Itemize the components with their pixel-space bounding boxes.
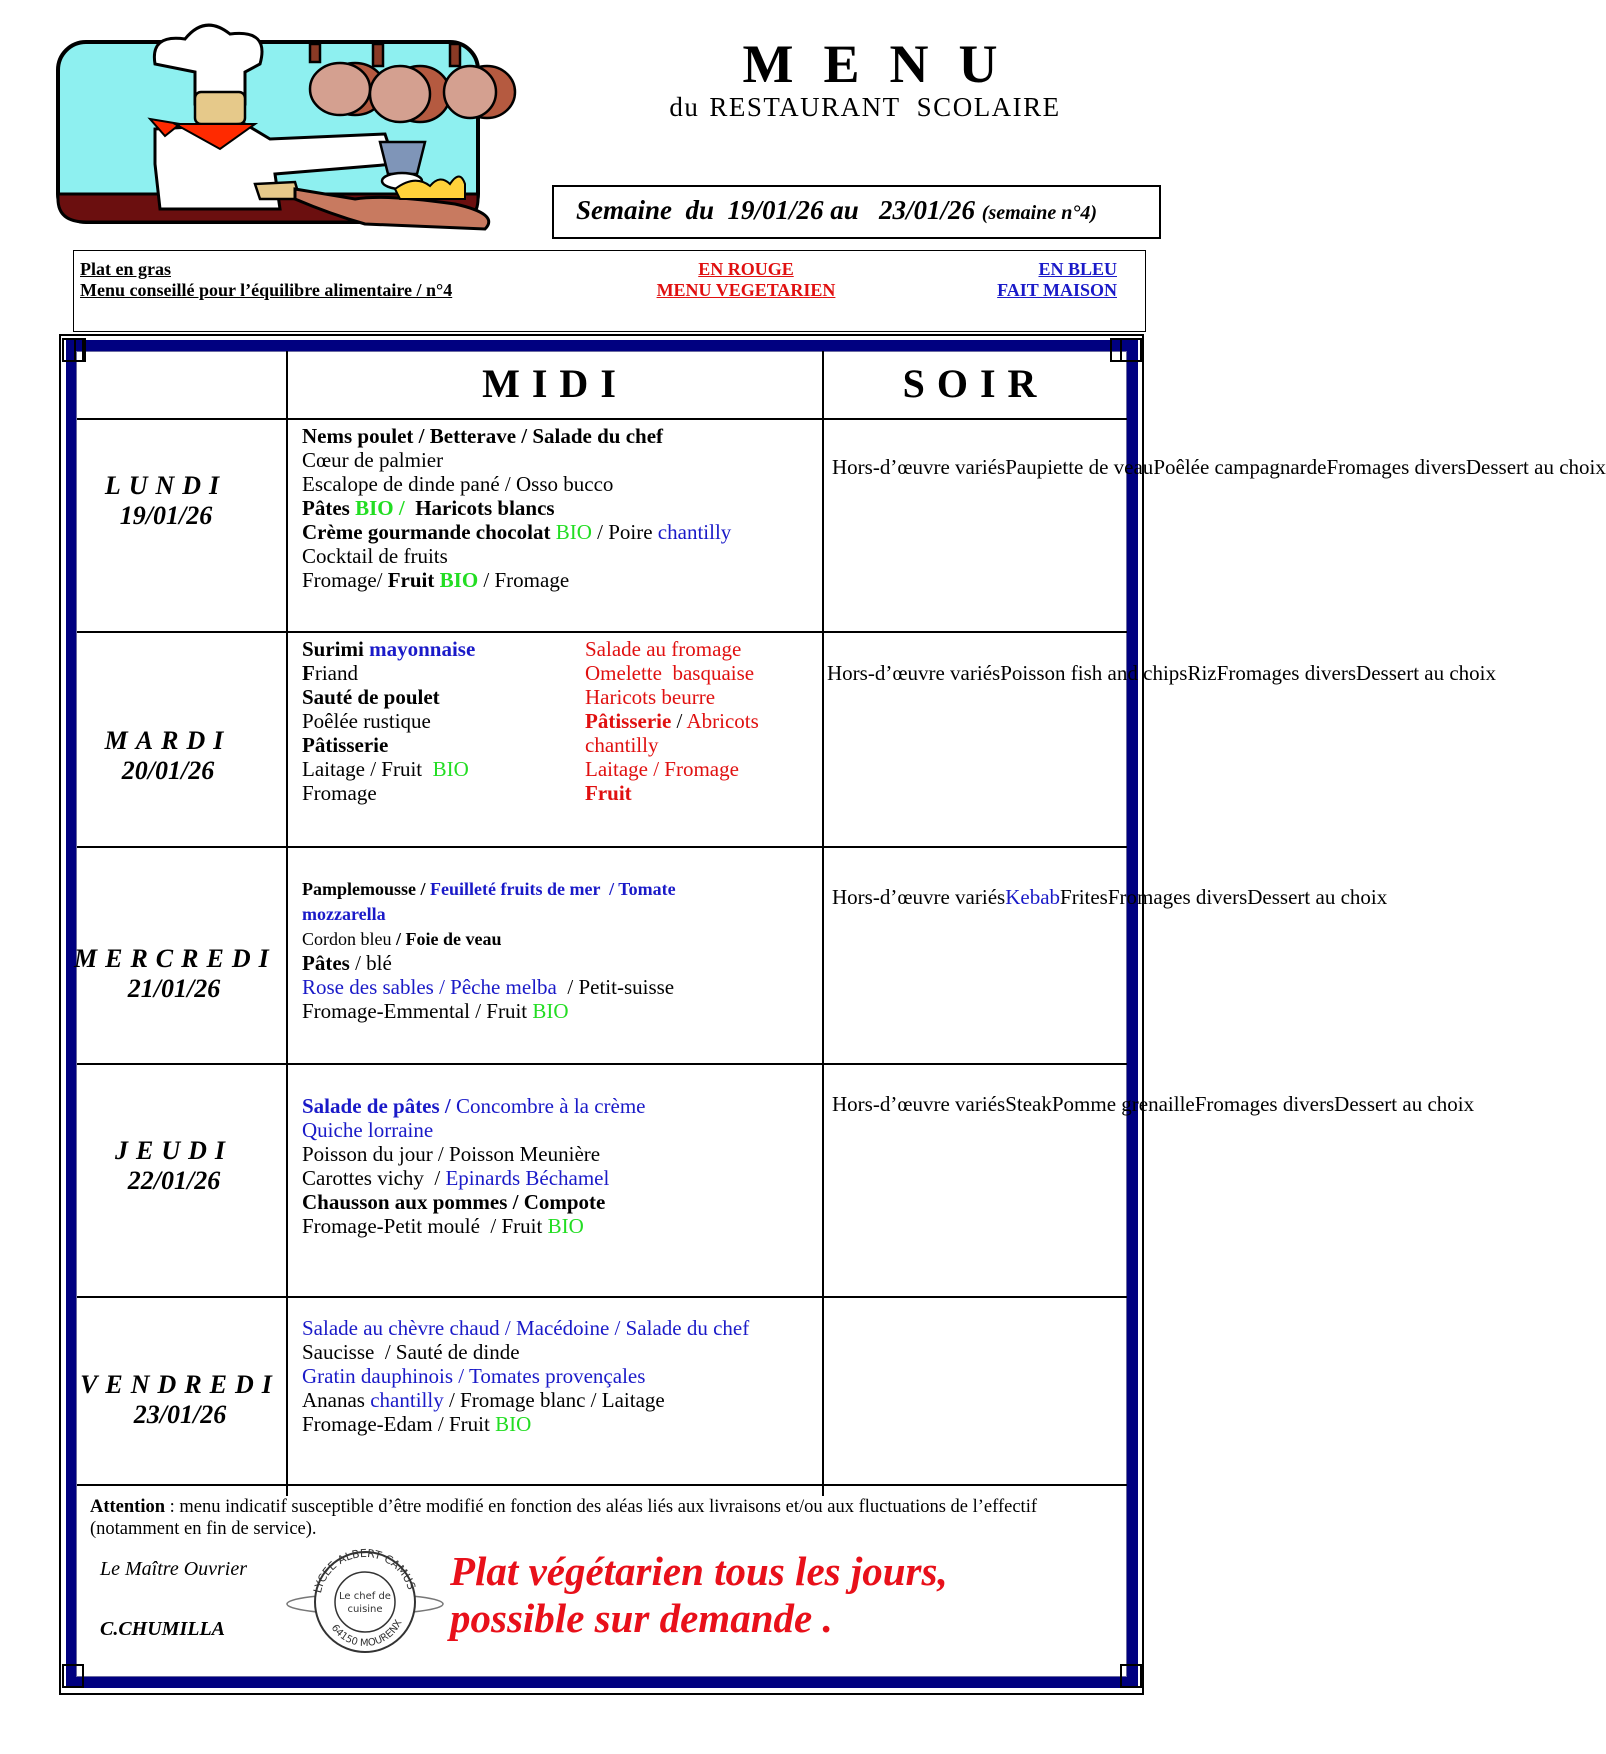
frame-corner-ornament <box>1120 1664 1142 1688</box>
frame-corner-ornament <box>74 338 86 362</box>
menu-item-text: Epinards Béchamel <box>445 1166 610 1190</box>
midi-cell-jeudi <box>302 1094 646 1238</box>
menu-item-line <box>1005 885 1060 909</box>
menu-item-text: BIO <box>495 1412 532 1436</box>
stamp-bottom-text: 64150 MOURENX <box>328 1618 405 1650</box>
column-header-soir: SOIR <box>902 361 1049 406</box>
menu-item-line <box>1217 661 1356 685</box>
day-label-vendredi <box>80 1370 280 1430</box>
menu-item-text: Saucisse / Sauté de dinde <box>302 1340 520 1364</box>
menu-item-text: Fromages divers <box>1216 661 1357 685</box>
menu-item-text: Surimi <box>302 637 370 661</box>
legend-blue <box>997 259 1117 301</box>
attention-text: : menu indicatif susceptible d’être modifié en fonction des aléas liés aux livraisons et/ou aux fluctuations de l’effectif (notamment en fin de service). <box>90 1497 1037 1539</box>
menu-item-line <box>302 544 731 568</box>
menu-item-line <box>302 496 731 520</box>
menu-item-text: Crème gourmande chocolat <box>302 520 556 544</box>
legend-red <box>641 259 851 301</box>
day-name: MARDI <box>104 726 232 755</box>
menu-item-line <box>302 733 475 757</box>
menu-item-text: riand <box>314 661 358 685</box>
grid-line <box>77 631 1127 633</box>
grid-line <box>822 351 824 1496</box>
menu-item-text: Poêlée campagnarde <box>1153 455 1327 479</box>
legend-red-meaning: MENU VEGETARIEN <box>656 280 836 300</box>
menu-item-text: BIO <box>532 999 569 1023</box>
day-label-lundi <box>66 471 266 531</box>
day-name: VENDREDI <box>80 1370 280 1399</box>
column-header-midi: MIDI <box>482 361 628 406</box>
menu-item-text: Cordon bleu <box>302 929 396 949</box>
menu-item-line <box>1005 455 1153 479</box>
menu-item-text: Kebab <box>1005 885 1061 909</box>
legend-blue-meaning: FAIT MAISON <box>997 280 1117 300</box>
menu-item-line <box>302 901 676 926</box>
legend-advice-label: Menu conseillé pour l’équilibre alimentaire / n°4 <box>80 280 453 300</box>
menu-item-line <box>302 568 731 592</box>
menu-item-line <box>1195 1092 1334 1116</box>
menu-item-text: / Fromage <box>478 568 570 592</box>
menu-item-text: Escalope de dinde pané / Osso bucco <box>302 472 614 496</box>
day-name: LUNDI <box>104 471 228 500</box>
menu-item-line <box>585 709 759 733</box>
menu-item-line <box>302 1412 749 1436</box>
vegetarian-note <box>450 1548 948 1642</box>
menu-item-text: Gratin dauphinois / Tomates provençales <box>302 1364 646 1388</box>
menu-item-text: Dessert au choix <box>1247 885 1388 909</box>
menu-item-text: BIO <box>547 1214 584 1238</box>
day-name: JEUDI <box>114 1136 233 1165</box>
menu-item-line <box>302 876 676 901</box>
menu-item-text: Pâtes <box>302 496 356 520</box>
menu-item-line <box>1060 885 1108 909</box>
menu-item-text: Fromage <box>302 781 377 805</box>
menu-item-text: Dessert au choix <box>1465 455 1606 479</box>
menu-item-text: / Fromage blanc / Laitage <box>443 1388 665 1412</box>
menu-item-text: Frites <box>1060 885 1108 909</box>
menu-item-line <box>1000 661 1187 685</box>
frame-corner-ornament <box>1110 338 1122 362</box>
menu-item-line <box>302 472 731 496</box>
menu-item-line <box>585 685 759 709</box>
legend-left <box>80 259 452 301</box>
menu-item-text: Ananas <box>302 1388 371 1412</box>
menu-item-text: Hors-d’œuvre variés <box>832 885 1006 909</box>
frame-corner-ornament <box>1120 338 1142 362</box>
menu-item-text: Feuilleté fruits de mer / Tomate <box>430 879 676 899</box>
menu-item-line <box>1247 885 1387 909</box>
menu-item-line <box>302 661 475 685</box>
menu-item-line <box>302 520 731 544</box>
grid-line <box>77 1296 1127 1298</box>
menu-item-text: / Petit-suisse <box>562 975 675 999</box>
menu-item-text: Poisson fish and chips <box>1000 661 1188 685</box>
menu-item-line <box>302 637 475 661</box>
menu-item-line <box>832 1092 1005 1116</box>
grid-line <box>77 1063 1127 1065</box>
grid-line <box>286 351 288 1496</box>
menu-item-text: Laitage / Fromage <box>585 757 739 781</box>
attention-label: Attention <box>90 1497 166 1517</box>
week-number: (semaine n°4) <box>981 202 1098 224</box>
legend-box <box>73 250 1146 332</box>
menu-item-text: Nems poulet / Betterave / Salade du chef <box>302 424 664 448</box>
menu-item-text: Fromages divers <box>1107 885 1248 909</box>
menu-item-text: Steak <box>1005 1092 1052 1116</box>
menu-item-line <box>832 885 1005 909</box>
menu-item-line <box>832 455 1005 479</box>
menu-item-line <box>302 1340 749 1364</box>
day-date: 23/01/26 <box>133 1400 227 1429</box>
menu-item-line <box>1466 455 1606 479</box>
soir-cell-mercredi <box>832 885 1387 910</box>
menu-item-line <box>585 637 759 661</box>
school-stamp-icon <box>280 1544 450 1662</box>
menu-item-text: Fromages divers <box>1194 1092 1335 1116</box>
menu-item-line <box>302 781 475 805</box>
menu-item-line <box>1153 455 1326 479</box>
page-subtitle <box>640 92 1100 123</box>
day-date: 21/01/26 <box>127 974 221 1003</box>
menu-item-line <box>302 448 731 472</box>
menu-item-line <box>302 1118 646 1142</box>
menu-item-text: Salade de pâtes / <box>302 1094 457 1118</box>
menu-item-line <box>302 1094 646 1118</box>
menu-item-text: Poêlée rustique <box>302 709 431 733</box>
chef-cooking-illustration-icon <box>55 14 545 224</box>
midi-cell-mardi-vegetarian <box>585 637 759 805</box>
frame-corner-ornament <box>62 1664 84 1688</box>
menu-item-text: BIO <box>432 757 469 781</box>
grid-line <box>77 846 1127 848</box>
menu-item-text: Sauté de poulet <box>302 685 440 709</box>
menu-item-line <box>1052 1092 1195 1116</box>
menu-item-text: Hors-d’œuvre variés <box>832 455 1006 479</box>
subtitle-text: RESTAURANT SCOLAIRE <box>709 92 1061 122</box>
day-label-mardi <box>68 726 268 786</box>
menu-item-line <box>302 1364 749 1388</box>
menu-item-line <box>302 1214 646 1238</box>
menu-item-text: Hors-d’œuvre variés <box>832 1092 1006 1116</box>
soir-cell-lundi <box>832 455 1606 480</box>
menu-item-text: / Foie de veau <box>396 929 502 949</box>
menu-item-text: Pâtes <box>302 951 350 975</box>
menu-item-text: chantilly <box>657 520 732 544</box>
day-label-jeudi <box>74 1136 274 1196</box>
menu-item-text: Paupiette de veau <box>1005 455 1154 479</box>
menu-item-text: Dessert au choix <box>1334 1092 1475 1116</box>
signature-title: Le Maître Ouvrier <box>100 1558 248 1580</box>
stamp-center-line2: cuisine <box>347 1604 383 1615</box>
stamp-center-line1: Le chef de <box>339 1591 391 1602</box>
stamp-ring-text: LYCEE ALBERT CAMUS <box>311 1546 419 1595</box>
soir-cell-mardi <box>827 661 1496 686</box>
menu-item-text: Omelette basquaise <box>585 661 755 685</box>
day-date: 20/01/26 <box>121 756 215 785</box>
day-label-mercredi <box>74 944 277 1004</box>
menu-item-text: / <box>671 709 687 733</box>
menu-item-text: Salade au fromage <box>585 637 742 661</box>
menu-item-line <box>1108 885 1247 909</box>
menu-item-text: Concombre à la crème <box>456 1094 646 1118</box>
subtitle-prefix: du <box>669 92 700 122</box>
grid-line <box>77 418 1127 420</box>
menu-item-text: chantilly <box>370 1388 444 1412</box>
legend-red-title: EN ROUGE <box>698 259 794 279</box>
day-date: 19/01/26 <box>119 501 213 530</box>
menu-item-text: Rose des sables / Pêche melba <box>302 975 563 999</box>
menu-item-line <box>585 757 759 781</box>
menu-item-text: Chausson aux pommes / Compote <box>302 1190 606 1214</box>
menu-item-text: Fromage-Emmental / Fruit <box>302 999 533 1023</box>
menu-item-line <box>585 781 759 805</box>
day-date: 22/01/26 <box>127 1166 221 1195</box>
menu-item-text: mayonnaise <box>369 637 476 661</box>
menu-item-text: Salade au chèvre chaud / Macédoine / Salade du chef <box>302 1316 750 1340</box>
menu-item-text: Poisson du jour / Poisson Meunière <box>302 1142 601 1166</box>
menu-item-text: Haricots blancs <box>409 496 555 520</box>
menu-item-text: Haricots beurre <box>585 685 716 709</box>
menu-item-text: BIO / <box>355 496 410 520</box>
menu-item-line <box>302 975 676 999</box>
menu-item-text: Fruit <box>387 568 440 592</box>
menu-item-line <box>1326 455 1465 479</box>
page-title: MENU <box>742 34 1028 94</box>
menu-item-line <box>302 1190 646 1214</box>
menu-item-text: Pâtisserie <box>585 709 672 733</box>
menu-item-line <box>302 1142 646 1166</box>
menu-item-text: Fromage-Edam / Fruit <box>302 1412 496 1436</box>
menu-item-text: Abricots <box>686 709 759 733</box>
menu-item-text: Pâtisserie <box>302 733 389 757</box>
menu-item-text: Cœur de palmier <box>302 448 444 472</box>
day-name: MERCREDI <box>74 944 277 973</box>
menu-item-line <box>302 1388 749 1412</box>
menu-item-line <box>302 1166 646 1190</box>
menu-item-text: Laitage / Fruit <box>302 757 433 781</box>
midi-cell-lundi <box>302 424 731 592</box>
menu-item-line <box>1334 1092 1474 1116</box>
vegetarian-note-line1: Plat végétarien tous les jours, <box>450 1548 948 1594</box>
menu-item-line <box>302 709 475 733</box>
menu-item-line <box>302 424 731 448</box>
vegetarian-note-line2: possible sur demande . <box>450 1595 833 1641</box>
menu-item-line <box>302 757 475 781</box>
menu-item-line <box>1356 661 1496 685</box>
week-dates: Semaine du 19/01/26 au 23/01/26 <box>576 195 976 225</box>
signature-name: C.CHUMILLA <box>100 1618 226 1640</box>
menu-item-line <box>585 733 759 757</box>
midi-cell-mercredi <box>302 876 676 1023</box>
menu-item-text: Pomme grenaille <box>1051 1092 1195 1116</box>
menu-item-text: Quiche lorraine <box>302 1118 434 1142</box>
menu-item-text: chantilly <box>585 733 659 757</box>
menu-item-line <box>827 661 1000 685</box>
menu-item-text: Riz <box>1187 661 1217 685</box>
menu-item-text: Fromage-Petit moulé / Fruit <box>302 1214 548 1238</box>
menu-item-text: / blé <box>349 951 392 975</box>
menu-item-line <box>1187 661 1216 685</box>
midi-cell-vendredi <box>302 1316 749 1436</box>
legend-blue-title: EN BLEU <box>1038 259 1117 279</box>
menu-item-text: mozzarella <box>302 904 386 924</box>
title-block <box>640 36 1100 123</box>
attention-note <box>90 1496 1100 1540</box>
soir-cell-jeudi <box>832 1092 1474 1117</box>
menu-item-text: Carottes vichy / <box>302 1166 446 1190</box>
menu-item-text: Fromages divers <box>1326 455 1466 479</box>
menu-item-text: Fruit <box>585 781 632 805</box>
grid-line <box>77 1484 1127 1486</box>
menu-item-text: Fromage/ <box>302 568 388 592</box>
menu-item-text: Hors-d’œuvre variés <box>827 661 1001 685</box>
menu-item-text: F <box>302 661 315 685</box>
menu-item-text: / Poire <box>591 520 658 544</box>
menu-item-line <box>302 951 676 975</box>
legend-bold-label: Plat en gras <box>80 259 171 279</box>
menu-item-line <box>302 1316 749 1340</box>
menu-item-text: Cocktail de fruits <box>302 544 448 568</box>
menu-item-line <box>302 999 676 1023</box>
menu-item-line <box>302 685 475 709</box>
week-range <box>576 195 1097 226</box>
menu-item-text: Dessert au choix <box>1356 661 1497 685</box>
menu-item-text: BIO <box>555 520 592 544</box>
menu-item-line <box>1005 1092 1052 1116</box>
midi-cell-mardi <box>302 637 475 805</box>
menu-item-line <box>585 661 759 685</box>
menu-item-text: Pamplemousse / <box>302 879 430 899</box>
menu-item-line <box>302 926 676 951</box>
menu-item-text: BIO <box>439 568 479 592</box>
week-box <box>552 185 1161 239</box>
